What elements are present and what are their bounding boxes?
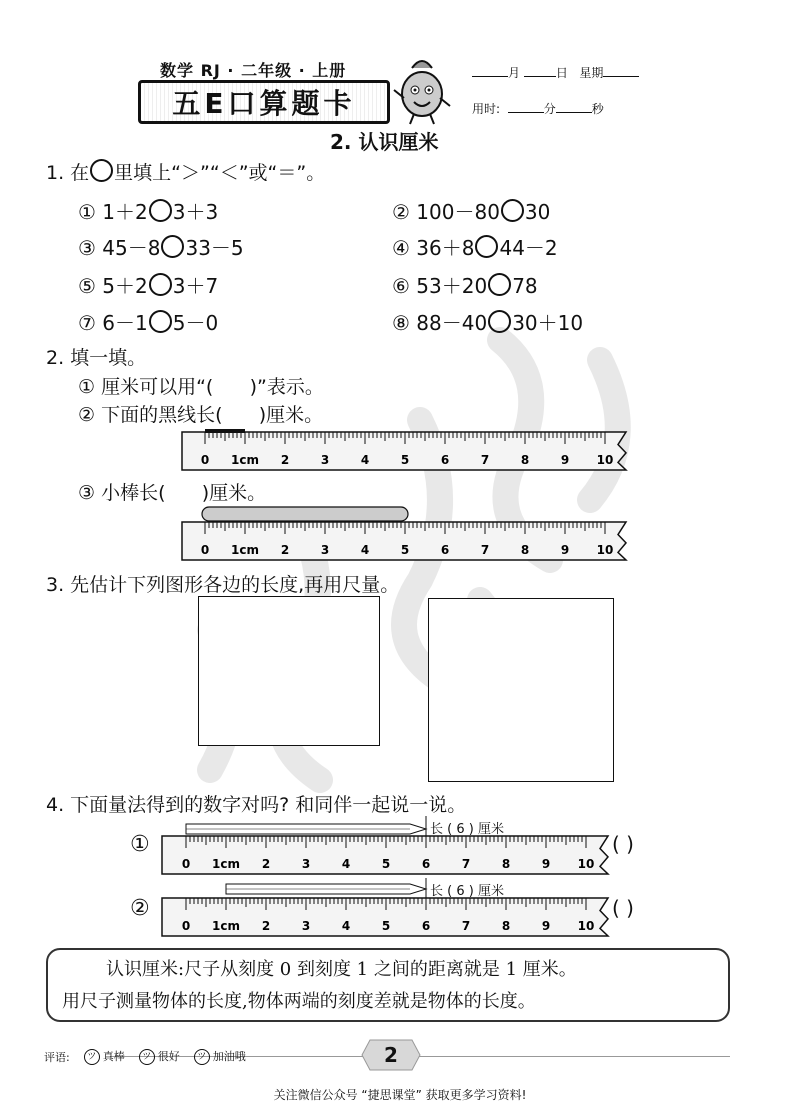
ruler-q2-stick-label: 3 — [320, 543, 330, 557]
q1-item-2: ② 100－80 30 — [392, 200, 551, 224]
card-title: 五E口算题卡 — [138, 80, 390, 124]
ruler-q2-stick-label: 1cm — [231, 543, 259, 557]
q1-item-5: ⑤ 5＋2 3＋7 — [78, 274, 219, 298]
q4-item-2-label: 长 ( 6 ) 厘米 — [430, 884, 504, 899]
ruler-q4-2-label: 4 — [341, 919, 351, 933]
ruler-q2-stick-label: 2 — [280, 543, 290, 557]
ruler-q4-2-label: 7 — [461, 919, 471, 933]
q1-item-3: ③ 45－8 33－5 — [78, 236, 244, 260]
q4-item-1-label: 长 ( 6 ) 厘米 — [430, 822, 504, 837]
evaluation-row: 评语: ツ 真棒 ツ 很好 ツ 加油哦 — [44, 1050, 246, 1064]
ruler-q2-stick-label: 8 — [520, 543, 530, 557]
smile-face-icon: ツ — [84, 1049, 100, 1065]
q4-item-2-num: ② — [130, 896, 150, 921]
ruler-q2-line-label: 9 — [560, 453, 570, 467]
q2-a2: ② 下面的黑线长( )厘米。 — [78, 404, 324, 426]
ruler-q4-1-label: 10 — [577, 857, 595, 871]
q2-prompt: 2. 填一填。 — [46, 347, 147, 369]
bottom-promo: 关注微信公众号 “捷思课堂” 获取更多学习资料! — [273, 1088, 527, 1102]
ruler-q4-1-label: 5 — [381, 857, 391, 871]
square-shape-2 — [428, 598, 614, 782]
wooden-stick — [202, 507, 408, 521]
lesson-title: 2. 认识厘米 — [330, 130, 439, 154]
ruler-q4-2-label: 2 — [261, 919, 271, 933]
ruler-q2-line-label: 3 — [320, 453, 330, 467]
note-line-1: 认识厘米:尺子从刻度 0 到刻度 1 之间的距离就是 1 厘米。 — [106, 959, 577, 980]
q3-prompt: 3. 先估计下列图形各边的长度,再用尺量。 — [46, 574, 400, 596]
q1-item-1: ① 1＋2 3＋3 — [78, 200, 219, 224]
q1-item-8: ⑧ 88－40 30＋10 — [392, 311, 584, 335]
q1-prompt: 1. 在 里填上“＞”“＜”或“＝”。 — [46, 158, 325, 185]
ruler-q2-stick-label: 6 — [440, 543, 450, 557]
ruler-q2-line-label: 10 — [596, 453, 614, 467]
ruler-q4-1-label: 7 — [461, 857, 471, 871]
time-field[interactable]: 用时: 分 秒 — [472, 102, 604, 116]
ruler-q4-2-label: 1cm — [212, 919, 240, 933]
eval-option-3[interactable]: ツ 加油哦 — [194, 1048, 246, 1065]
eval-option-2[interactable]: ツ 很好 — [139, 1048, 180, 1065]
smile-face-icon: ツ — [139, 1049, 155, 1065]
concept-note — [46, 948, 730, 1022]
q4-answer-1[interactable]: ( ) — [612, 832, 634, 856]
ruler-q4-1-label: 6 — [421, 857, 431, 871]
ruler-q2-stick-label: 5 — [400, 543, 410, 557]
ruler-q4-2-label: 6 — [421, 919, 431, 933]
cheer-face-icon: ツ — [194, 1049, 210, 1065]
q4-prompt: 4. 下面量法得到的数字对吗? 和同伴一起说一说。 — [46, 794, 467, 816]
ruler-q2-line-label: 8 — [520, 453, 530, 467]
ruler-q4-2-label: 0 — [181, 919, 191, 933]
ruler-q4-1-label: 3 — [301, 857, 311, 871]
q1-item-4: ④ 36＋8 44－2 — [392, 236, 558, 260]
ruler-q4-1-label: 0 — [181, 857, 191, 871]
ruler-q2-line-label: 2 — [280, 453, 290, 467]
q2-a3: ③ 小棒长( )厘米。 — [78, 482, 267, 504]
ruler-q2-line-label: 1cm — [231, 453, 259, 467]
ruler-q2-stick-label: 9 — [560, 543, 570, 557]
q4-answer-2[interactable]: ( ) — [612, 896, 634, 920]
ruler-q2-line-label: 7 — [480, 453, 490, 467]
ruler-q4-1-label: 8 — [501, 857, 511, 871]
ruler-q4-2-label: 9 — [541, 919, 551, 933]
ruler-q2-line-label: 4 — [360, 453, 370, 467]
rectangle-shape-1 — [198, 596, 380, 746]
ruler-q4-2-label: 10 — [577, 919, 595, 933]
ruler-q4-2-label: 8 — [501, 919, 511, 933]
page-number: 2 — [384, 1043, 398, 1067]
ruler-q4-1-label: 9 — [541, 857, 551, 871]
ruler-q2-line-label: 0 — [200, 453, 210, 467]
ruler-q4-2-label: 5 — [381, 919, 391, 933]
ruler-q2-stick-label: 7 — [480, 543, 490, 557]
ruler-q4-1-label: 1cm — [212, 857, 240, 871]
ruler-q4-1-label: 4 — [341, 857, 351, 871]
ruler-q2-stick-label: 0 — [200, 543, 210, 557]
q1-item-6: ⑥ 53＋20 78 — [392, 274, 538, 298]
ruler-q2-line-label: 6 — [440, 453, 450, 467]
note-line-2: 用尺子测量物体的长度,物体两端的刻度差就是物体的长度。 — [62, 991, 536, 1012]
ruler-q2-stick-label: 4 — [360, 543, 370, 557]
q2-a1: ① 厘米可以用“( )”表示。 — [78, 376, 324, 398]
ruler-q2-line-label: 5 — [400, 453, 410, 467]
q4-item-1-num: ① — [130, 832, 150, 857]
ruler-q4-2-label: 3 — [301, 919, 311, 933]
date-field[interactable]: 月 日 星期 — [472, 64, 639, 81]
subject-line: 数学 RJ · 二年级 · 上册 — [160, 61, 347, 80]
black-line — [205, 429, 245, 433]
ruler-q4-1-label: 2 — [261, 857, 271, 871]
q1-item-7: ⑦ 6－1 5－0 — [78, 311, 219, 335]
ruler-q2-stick-label: 10 — [596, 543, 614, 557]
eval-option-1[interactable]: ツ 真棒 — [84, 1048, 125, 1065]
